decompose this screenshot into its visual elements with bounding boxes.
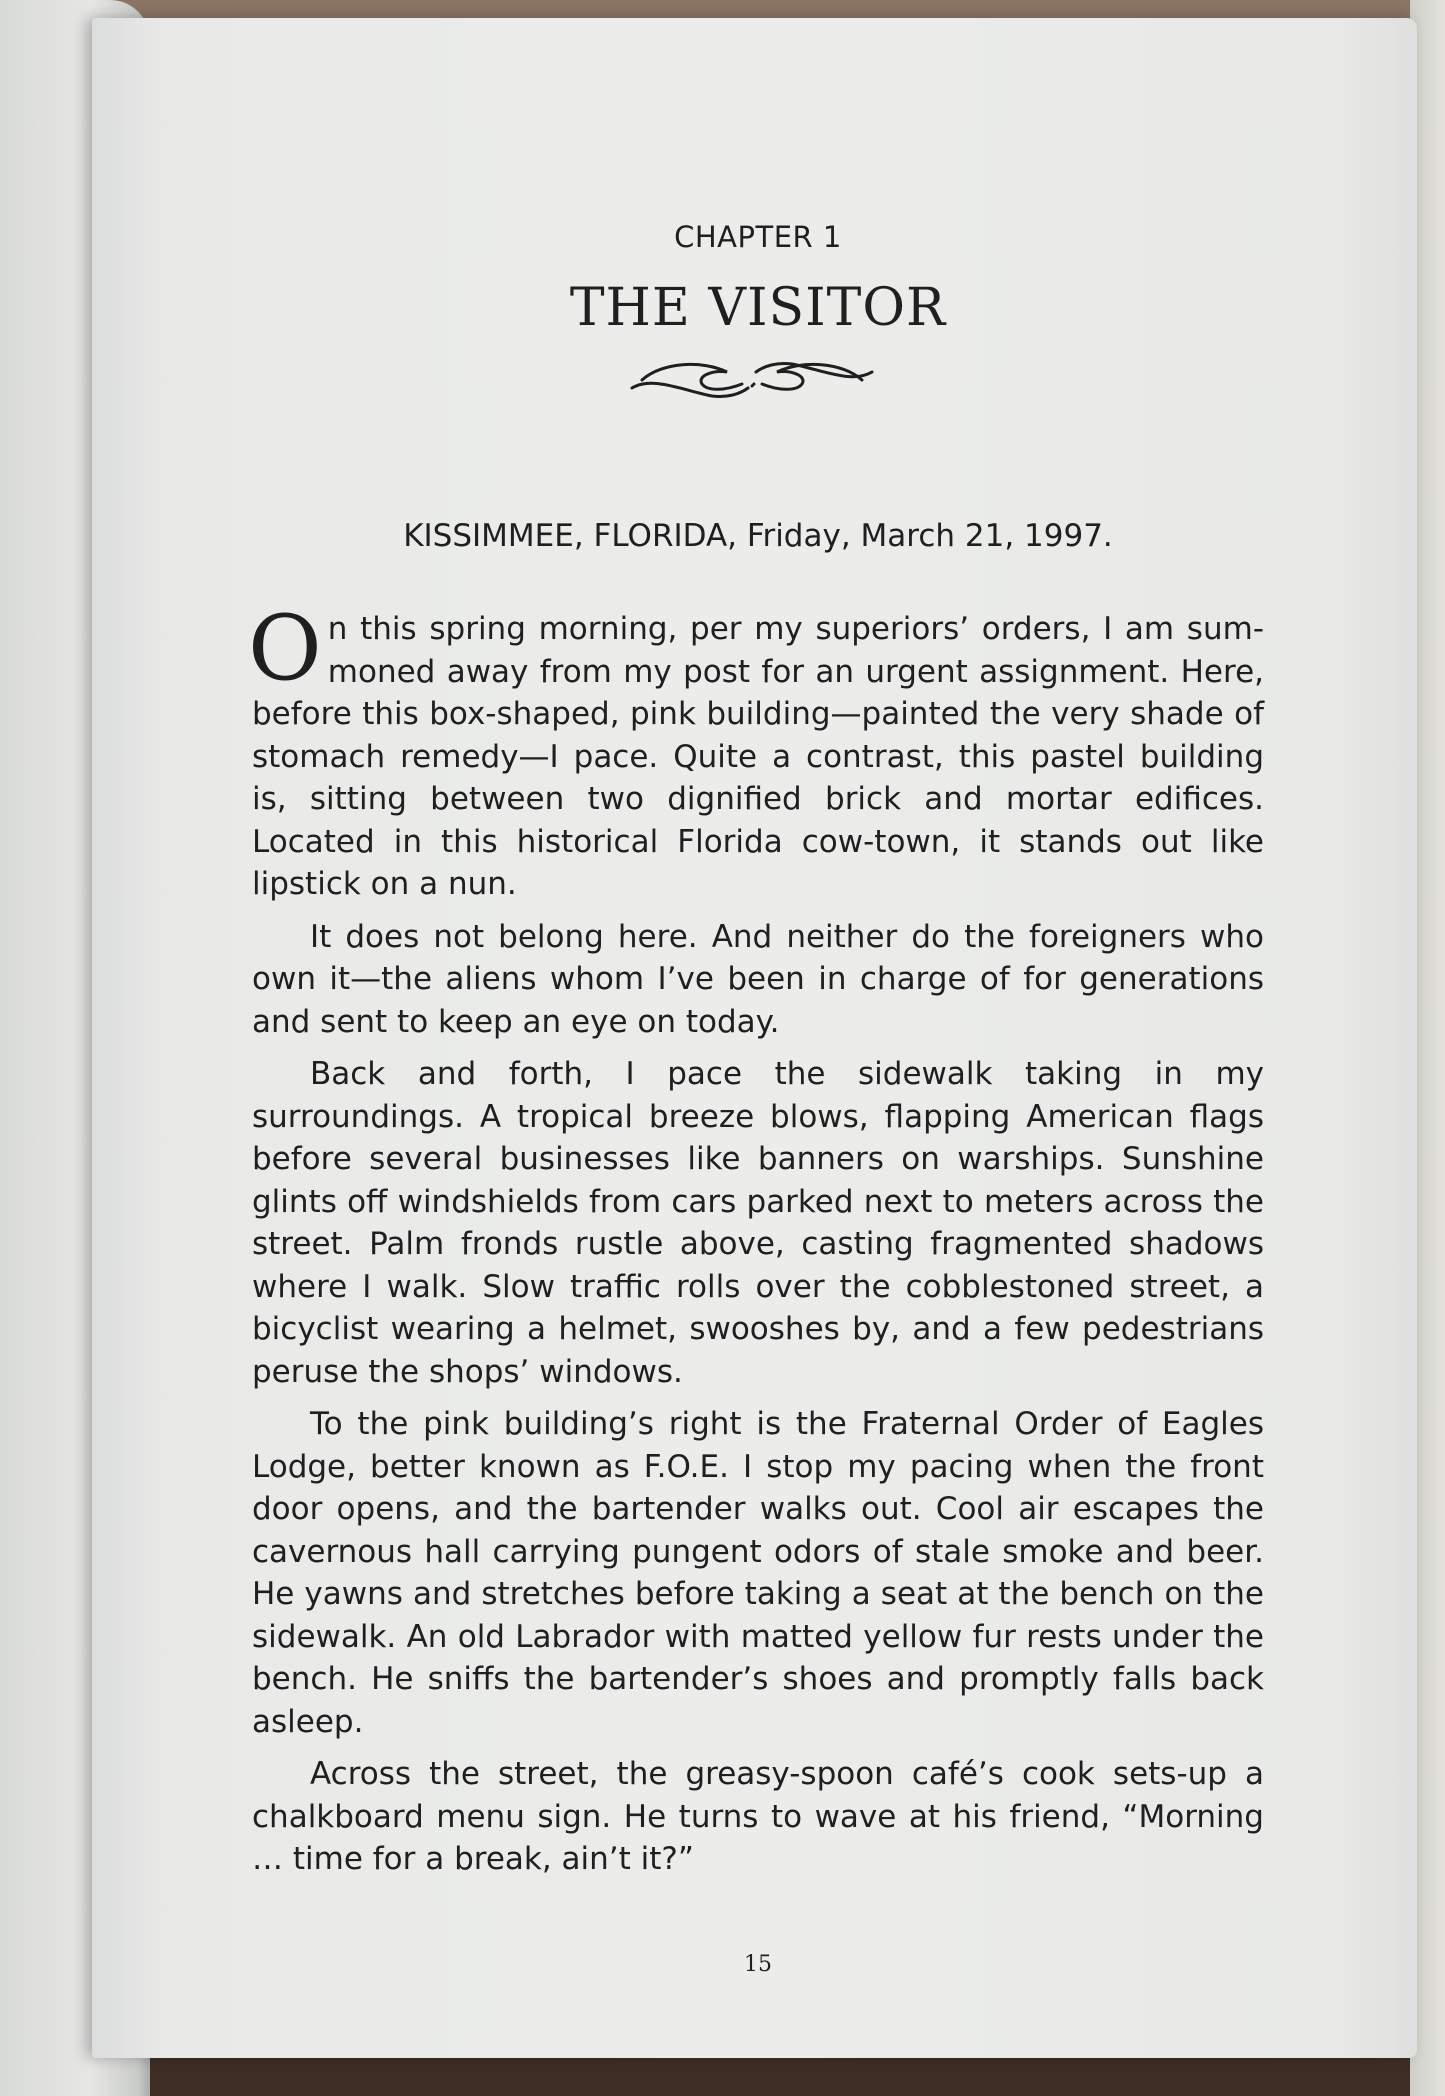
paragraph-text: n this spring morning, per my superiors’ orders, I am summoned away from my post for an urgent assignment. Here, before this box-shaped, pink building—painted the very shade of stomach remedy—I pace. Quite a contrast, this pastel building is, sitting between two dignified brick and mortar edifices. Located in this historical Florida cow-town, it stands out like lipstick on a nun. bbox=[252, 611, 1264, 902]
chapter-body bbox=[248, 596, 1264, 1891]
chapter-title: THE VISITOR bbox=[569, 278, 947, 338]
paragraph bbox=[248, 596, 1264, 906]
dateline: KISSIMMEE, FLORIDA, Friday, March 21, 1997. bbox=[403, 518, 1113, 554]
paragraph: To the pink building’s right is the Fraternal Order of Eagles Lodge, better known as F.O.E. I stop my pacing when the front door opens, and the bartender walks out. Cool air escapes the cavernous hall carrying pungent odors of stale smoke and beer. He yawns and stretches before taking a seat at the bench on the sidewalk. An old Labrador with matted yellow fur rests under the bench. He sniffs the bartender’s shoes and promptly falls back asleep. bbox=[252, 1406, 1264, 1740]
paragraph: Across the street, the greasy-spoon café’s cook sets-up a chalkboard menu sign. He turns to wave at his friend, “Morning … time for a break, ain’t it?” bbox=[252, 1756, 1264, 1877]
paragraph: It does not belong here. And neither do the foreigners who own it—the aliens whom I’ve been in charge of for generations and sent to keep an eye on today. bbox=[252, 918, 1264, 1040]
scroll-flourish-icon bbox=[602, 350, 902, 410]
page-number: 15 bbox=[744, 1952, 772, 1977]
chapter-label: CHAPTER 1 bbox=[674, 220, 842, 254]
paragraph: Back and forth, I pace the sidewalk taking in my surroundings. A tropical breeze blows, flapping American flags before several businesses like banners on warships. Sunshine glints off windshields from cars parked next to meters across the street. Palm fronds rustle above, casting fragmented shadows where I walk. Slow traffic rolls over the cobblestoned street, a bicyclist wearing a helmet, swooshes by, and a few pedestrians peruse the shops’ windows. bbox=[252, 1056, 1264, 1390]
drop-cap: O bbox=[248, 596, 322, 701]
